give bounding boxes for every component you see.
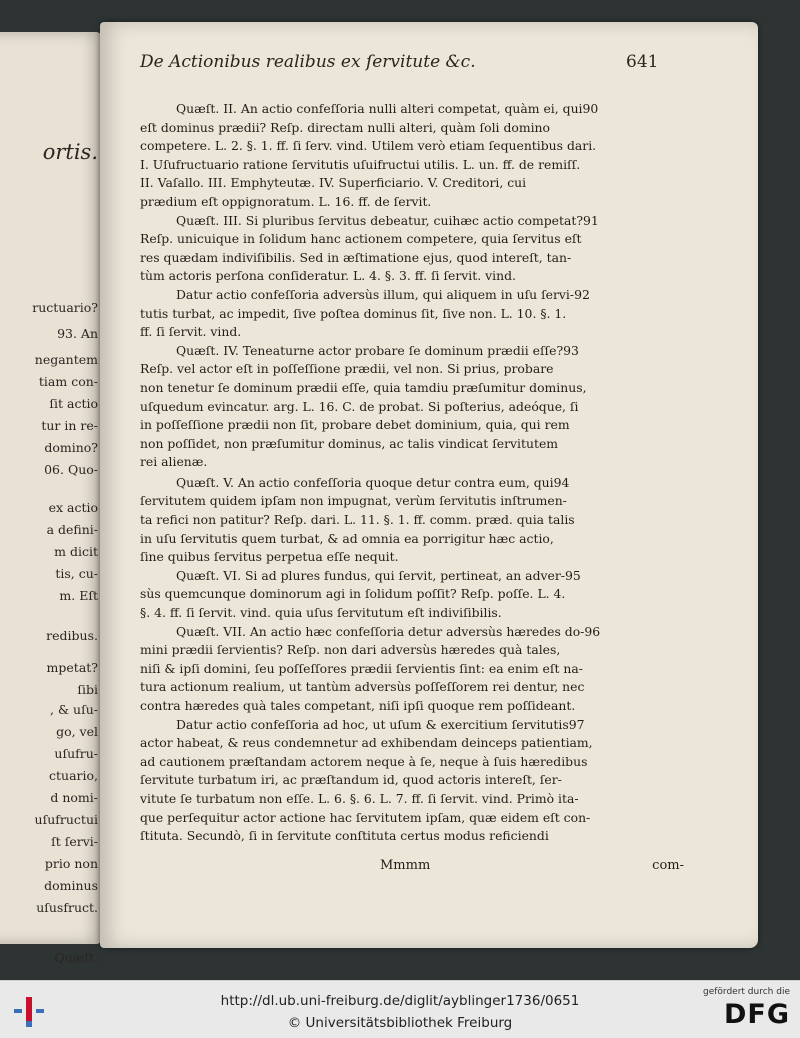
left-margin-fragment: d nomi- <box>50 790 98 805</box>
text-line: Reſp. unicuique in ſolidum hanc actionem competere, quia ſervitus eſt <box>140 231 582 247</box>
left-margin-fragment: ortis. <box>42 140 98 164</box>
left-margin-fragment: uſusfruct. <box>36 900 98 915</box>
text-line: niſi & ipſi domini, ſeu poſſeſſores prædii ſervientis ſint: ea enim eſt na- <box>140 660 583 676</box>
left-margin-fragment: ſt ſervi- <box>51 834 98 849</box>
left-margin-fragment: ſit actio <box>49 396 98 411</box>
text-line: non tenetur ſe dominum prædii eſſe, quia tamdiu præſumitur dominus, <box>140 379 587 395</box>
text-line: eſt dominus prædii? Reſp. directam nulli alteri, quàm ſoli domino <box>140 119 550 135</box>
text-line: mini prædii ſervientis? Reſp. non dari adversùs hæredes quà tales, <box>140 642 561 658</box>
text-line: Quæſt. VI. Si ad plures fundus, qui ſervit, pertineat, an adver-95 <box>176 567 581 583</box>
left-margin-fragment: Quæſt. <box>54 950 98 965</box>
page-catchwords <box>140 858 700 878</box>
text-line: ff. ſi ſervit. vind. <box>140 324 242 340</box>
left-margin-fragment: tur in re- <box>41 418 98 433</box>
left-margin-fragment: ſibi <box>77 682 98 697</box>
text-line: sùs quemcunque dominorum agi in ſolidum poſſit? Reſp. poſſe. L. 4. <box>140 586 566 602</box>
text-line: contra hæredes quà tales competant, niſi ipſi quoque rem poſſideant. <box>140 698 576 713</box>
left-margin-fragment: go, vel <box>56 724 98 739</box>
text-line: tùm actoris perſona conſideratur. L. 4. §. 3. ff. ſi ſervit. vind. <box>140 268 516 284</box>
text-line: ſervitute turbatum iri, ac præſtandum id, quod actoris intereſt, ſer- <box>140 772 562 788</box>
text-line: ſtituta. Secundò, ſi in ſervitute conſtituta certus modus reficiendi <box>140 828 549 844</box>
dfg-logo: DFG <box>723 999 790 1030</box>
left-margin-fragment: uſufructui <box>34 812 98 827</box>
text-line: Quæſt. III. Si pluribus ſervitus debeatur, cuihæc actio competat?91 <box>176 212 599 228</box>
text-line: tutis turbat, ac impedit, ſive poſtea dominus ſit, ſive non. L. 10. §. 1. <box>140 305 567 321</box>
text-line: vitute ſe turbatum non eſſe. L. 6. §. 6. L. 7. ff. ſi ſervit. vind. Primò ita- <box>140 790 579 806</box>
left-margin-fragment: mpetat? <box>46 660 98 675</box>
permalink-url[interactable]: http://dl.ub.uni-freiburg.de/diglit/ayblinger1736/0651 <box>220 993 580 1009</box>
left-margin-fragment: domino? <box>44 440 98 455</box>
signature-mark: Mmmm <box>380 858 431 873</box>
text-line: Reſp. vel actor eſt in poſſeſſione prædii, vel non. Si prius, probare <box>140 361 554 377</box>
left-margin-fragment: ctuario, <box>49 768 98 783</box>
text-line: Quæſt. V. An actio confeſſoria quoque detur contra eum, qui94 <box>176 474 570 490</box>
text-line: prædium eſt oppignoratum. L. 16. ff. de ſervit. <box>140 193 432 209</box>
text-line: actor habeat, & reus condemnetur ad exhibendam deinceps patientiam, <box>140 735 593 751</box>
left-margin-fragment: dominus <box>44 878 98 893</box>
text-line: res quædam indiviſibilis. Sed in æſtimatione ejus, quod intereſt, tan- <box>140 249 572 265</box>
running-head: De Actionibus realibus ex ſervitute &c. <box>140 52 476 72</box>
copyright-notice: © Universitätsbibliothek Freiburg <box>287 1015 513 1031</box>
text-line: in uſu ſervitutis quem turbat, & ad omnia ea porrigitur hæc actio, <box>140 530 554 546</box>
left-margin-fragment: ructuario? <box>32 300 98 315</box>
left-margin-fragment: 93. An <box>57 326 98 341</box>
left-page-margin <box>0 32 102 965</box>
left-margin-fragment: 06. Quo- <box>44 462 98 477</box>
dfg-caption: gefördert durch die <box>703 987 790 997</box>
text-line: I. Uſufructuario ratione ſervitutis uſuifructui utilis. L. un. ff. de remiſſ. <box>140 156 581 172</box>
left-margin-fragment: m. Eſt <box>59 588 98 603</box>
left-margin-fragment: a defini- <box>46 522 98 537</box>
left-margin-fragment: tis, cu- <box>55 566 98 581</box>
text-line: II. Vaſallo. III. Emphyteutæ. IV. Superficiario. V. Creditori, cui <box>140 175 527 191</box>
text-line: que perſequitur actor actione hac ſervitutem ipſam, quæ eidem eſt con- <box>140 809 591 825</box>
text-line: Quæſt. VII. An actio hæc confeſſoria detur adversùs hæredes do-96 <box>176 623 601 639</box>
text-line: in poſſeſſione prædii non ſit, probare debet dominium, quia, qui rem <box>140 417 570 433</box>
left-margin-fragment: redibus. <box>46 628 98 643</box>
left-margin-fragment: m dicit <box>54 544 98 559</box>
text-line: non poſſidet, non præſumitur dominus, ac talis vindicat ſervitutem <box>140 435 559 451</box>
text-line: uſquedum evincatur. arg. L. 16. C. de probat. Si poſterius, adeóque, ſi <box>140 398 579 414</box>
left-margin-fragment: negantem <box>34 352 98 367</box>
page-body-text <box>140 100 700 846</box>
left-margin-fragment: uſufru- <box>54 746 98 761</box>
text-line: ta refici non patitur? Reſp. dari. L. 11. §. 1. ff. comm. præd. quia talis <box>140 512 575 528</box>
page-number: 641 <box>626 52 659 72</box>
left-margin-fragment: ex actio <box>48 500 98 515</box>
text-line: Datur actio confeſſoria ad hoc, ut uſum & exercitium ſervitutis97 <box>176 716 585 732</box>
text-line: rei alienæ. <box>140 454 208 470</box>
left-margin-fragment: tiam con- <box>38 374 98 389</box>
text-line: Quæſt. IV. Teneaturne actor probare ſe dominum prædii eſſe?93 <box>176 342 579 358</box>
text-line: §. 4. ff. ſi ſervit. vind. quia uſus ſervitutum eſt indiviſibilis. <box>140 605 502 621</box>
text-line: Quæſt. II. An actio confeſſoria nulli alteri competat, quàm ei, qui90 <box>176 101 599 116</box>
left-margin-fragment: prio non <box>44 856 98 871</box>
text-line: competere. L. 2. §. 1. ff. ſi ſerv. vind. Utilem verò etiam ſequentibus dari. <box>140 138 597 154</box>
text-line: ſervitutem quidem ipſam non impugnat, verùm ſervitutis inſtrumen- <box>140 493 567 509</box>
catchword: com- <box>652 858 684 873</box>
text-line: ſine quibus ſervitus perpetua eſſe nequit. <box>140 549 399 565</box>
text-line: tura actionum realium, ut tantùm adversùs poſſeſſorem rei dentur, nec <box>140 679 585 695</box>
viewer-footer <box>0 980 800 1038</box>
text-line: ad cautionem præſtandam actorem neque à ſe, neque à ſuis hæredibus <box>140 753 588 769</box>
text-line: Datur actio confeſſoria adversùs illum, qui aliquem in uſu ſervi-92 <box>176 286 590 302</box>
left-margin-fragment: , & uſu- <box>50 702 98 717</box>
